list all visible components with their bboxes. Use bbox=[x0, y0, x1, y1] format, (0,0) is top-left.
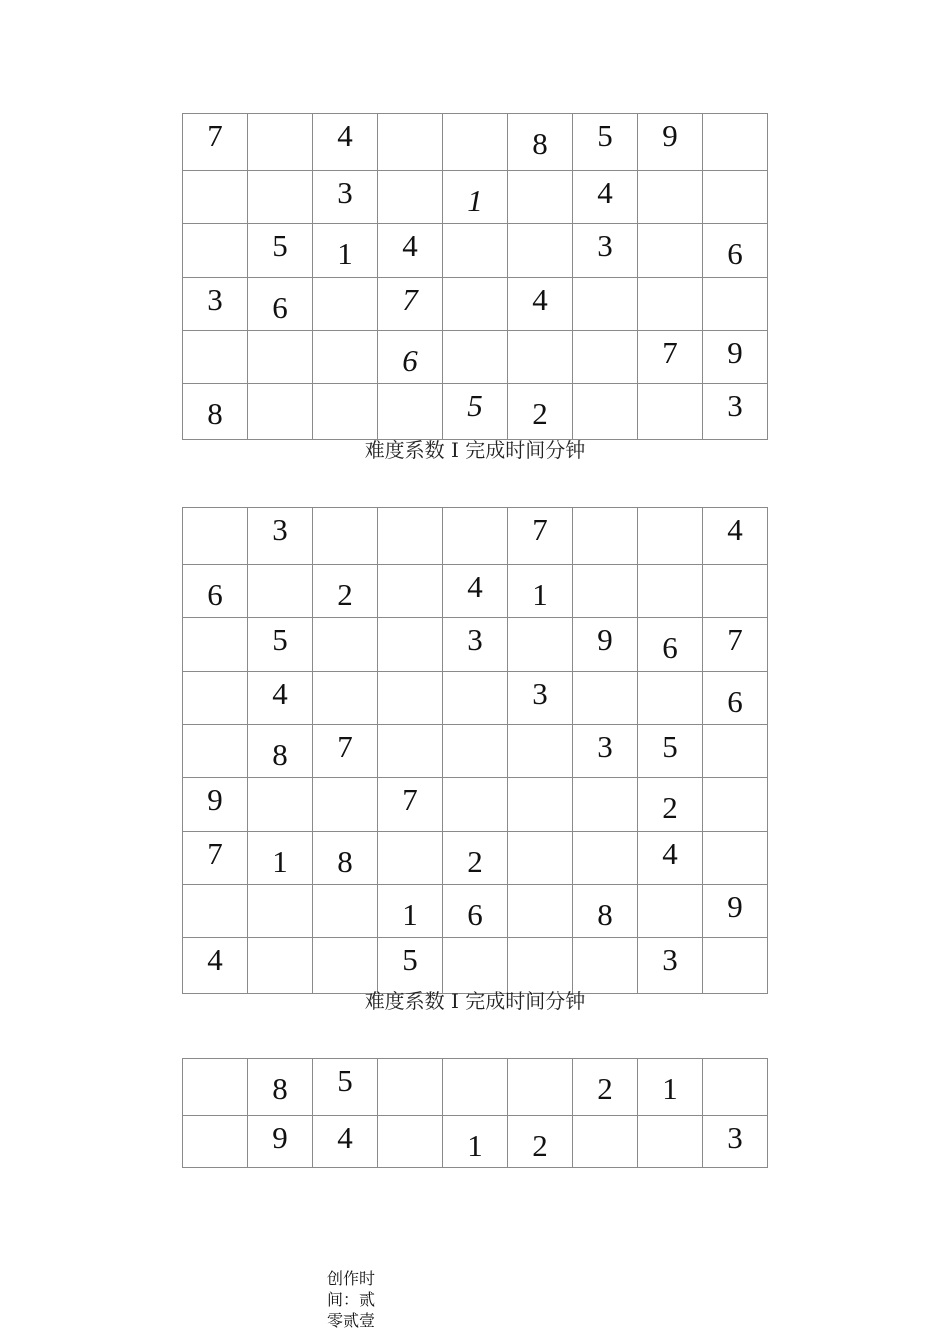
sudoku-cell bbox=[573, 778, 638, 832]
sudoku-cell bbox=[248, 508, 313, 565]
sudoku-cell bbox=[443, 1059, 508, 1116]
cell-digit: 3 bbox=[532, 676, 548, 711]
cell-digit: 9 bbox=[727, 335, 743, 370]
cell-digit: 3 bbox=[207, 282, 223, 317]
sudoku-cell bbox=[443, 885, 508, 938]
sudoku-cell bbox=[508, 224, 573, 278]
sudoku-cell bbox=[703, 725, 768, 778]
cell-digit: 1 bbox=[532, 577, 548, 612]
grid-row bbox=[183, 885, 768, 938]
cell-digit: 4 bbox=[337, 1120, 353, 1155]
sudoku-cell bbox=[378, 778, 443, 832]
cell-digit: 1 bbox=[662, 1071, 678, 1106]
sudoku-cell bbox=[638, 725, 703, 778]
sudoku-cell bbox=[378, 278, 443, 331]
cell-digit: 4 bbox=[207, 942, 223, 977]
sudoku-cell bbox=[183, 508, 248, 565]
sudoku-cell bbox=[638, 331, 703, 384]
sudoku-cell bbox=[183, 778, 248, 832]
sudoku-cell bbox=[378, 832, 443, 885]
cell-digit: 4 bbox=[727, 512, 743, 547]
sudoku-cell bbox=[378, 331, 443, 384]
cell-digit: 6 bbox=[402, 343, 418, 378]
cell-digit: 8 bbox=[272, 737, 288, 772]
sudoku-cell bbox=[183, 384, 248, 440]
cell-digit: 4 bbox=[662, 836, 678, 871]
cell-digit: 2 bbox=[532, 1128, 548, 1163]
puzzle-2-caption: 难度系数 I 完成时间分钟 bbox=[364, 989, 586, 1013]
sudoku-cell bbox=[313, 331, 378, 384]
cell-digit: 4 bbox=[272, 676, 288, 711]
sudoku-cell bbox=[313, 384, 378, 440]
grid-row bbox=[183, 832, 768, 885]
sudoku-cell bbox=[508, 508, 573, 565]
sudoku-cell bbox=[508, 885, 573, 938]
sudoku-cell bbox=[248, 832, 313, 885]
sudoku-cell bbox=[508, 1116, 573, 1168]
sudoku-cell bbox=[183, 171, 248, 224]
sudoku-cell bbox=[378, 618, 443, 672]
cell-digit: 3 bbox=[662, 942, 678, 977]
sudoku-cell bbox=[183, 331, 248, 384]
sudoku-cell bbox=[248, 278, 313, 331]
cell-digit: 2 bbox=[662, 790, 678, 825]
grid-row bbox=[183, 618, 768, 672]
cell-digit: 1 bbox=[467, 1128, 483, 1163]
sudoku-cell bbox=[703, 331, 768, 384]
sudoku-cell bbox=[378, 672, 443, 725]
sudoku-cell bbox=[443, 565, 508, 618]
sudoku-cell bbox=[248, 224, 313, 278]
sudoku-cell bbox=[313, 618, 378, 672]
sudoku-cell bbox=[508, 832, 573, 885]
sudoku-cell bbox=[573, 832, 638, 885]
sudoku-cell bbox=[378, 384, 443, 440]
sudoku-cell bbox=[703, 618, 768, 672]
sudoku-cell bbox=[703, 565, 768, 618]
sudoku-cell bbox=[638, 224, 703, 278]
cell-digit: 9 bbox=[597, 622, 613, 657]
sudoku-cell bbox=[508, 384, 573, 440]
sudoku-cell bbox=[703, 508, 768, 565]
sudoku-cell bbox=[703, 114, 768, 171]
sudoku-cell bbox=[313, 1059, 378, 1116]
sudoku-cell bbox=[313, 278, 378, 331]
sudoku-cell bbox=[573, 565, 638, 618]
cell-digit: 3 bbox=[467, 622, 483, 657]
grid-row bbox=[183, 725, 768, 778]
sudoku-cell bbox=[443, 171, 508, 224]
sudoku-cell bbox=[313, 565, 378, 618]
cell-digit: 3 bbox=[597, 729, 613, 764]
sudoku-cell bbox=[573, 725, 638, 778]
sudoku-cell bbox=[703, 778, 768, 832]
creation-time-note: 创作时间：贰零贰壹 bbox=[327, 1269, 376, 1330]
sudoku-cell bbox=[378, 114, 443, 171]
cell-digit: 8 bbox=[272, 1071, 288, 1106]
sudoku-cell bbox=[248, 331, 313, 384]
grid-row bbox=[183, 1116, 768, 1168]
sudoku-cell bbox=[573, 1059, 638, 1116]
cell-digit: 5 bbox=[597, 118, 613, 153]
sudoku-cell bbox=[443, 672, 508, 725]
sudoku-cell bbox=[248, 672, 313, 725]
cell-digit: 3 bbox=[337, 175, 353, 210]
sudoku-cell bbox=[313, 224, 378, 278]
cell-digit: 2 bbox=[597, 1071, 613, 1106]
grid-row bbox=[183, 508, 768, 565]
cell-digit: 3 bbox=[272, 512, 288, 547]
sudoku-cell bbox=[443, 114, 508, 171]
sudoku-cell bbox=[183, 672, 248, 725]
cell-digit: 6 bbox=[467, 897, 483, 932]
sudoku-cell bbox=[638, 672, 703, 725]
sudoku-cell bbox=[638, 384, 703, 440]
cell-digit: 7 bbox=[662, 335, 678, 370]
sudoku-cell bbox=[443, 384, 508, 440]
sudoku-cell bbox=[508, 1059, 573, 1116]
cell-digit: 3 bbox=[727, 1120, 743, 1155]
sudoku-cell bbox=[703, 171, 768, 224]
cell-digit: 7 bbox=[402, 782, 418, 817]
sudoku-cell bbox=[573, 618, 638, 672]
sudoku-cell bbox=[248, 778, 313, 832]
sudoku-grid-3 bbox=[182, 1058, 768, 1168]
sudoku-cell bbox=[703, 832, 768, 885]
sudoku-cell bbox=[248, 171, 313, 224]
sudoku-cell bbox=[443, 832, 508, 885]
sudoku-cell bbox=[313, 725, 378, 778]
cell-digit: 6 bbox=[272, 290, 288, 325]
sudoku-cell bbox=[508, 672, 573, 725]
sudoku-cell bbox=[638, 278, 703, 331]
grid-row bbox=[183, 278, 768, 331]
sudoku-cell bbox=[378, 1059, 443, 1116]
sudoku-cell bbox=[573, 384, 638, 440]
sudoku-cell bbox=[573, 508, 638, 565]
sudoku-cell bbox=[443, 278, 508, 331]
cell-digit: 3 bbox=[597, 228, 613, 263]
sudoku-cell bbox=[508, 778, 573, 832]
sudoku-cell bbox=[703, 224, 768, 278]
sudoku-cell bbox=[378, 1116, 443, 1168]
sudoku-cell bbox=[248, 1116, 313, 1168]
sudoku-cell bbox=[573, 331, 638, 384]
sudoku-cell bbox=[508, 278, 573, 331]
cell-digit: 7 bbox=[337, 729, 353, 764]
sudoku-cell bbox=[378, 885, 443, 938]
puzzle-1-caption: 难度系数 I 完成时间分钟 bbox=[364, 438, 586, 462]
sudoku-cell bbox=[313, 508, 378, 565]
cell-digit: 4 bbox=[532, 282, 548, 317]
sudoku-cell bbox=[183, 725, 248, 778]
cell-digit: 5 bbox=[272, 228, 288, 263]
sudoku-cell bbox=[508, 618, 573, 672]
sudoku-cell bbox=[638, 778, 703, 832]
cell-digit: 8 bbox=[597, 897, 613, 932]
sudoku-cell bbox=[638, 1116, 703, 1168]
sudoku-cell bbox=[508, 331, 573, 384]
cell-digit: 8 bbox=[337, 844, 353, 879]
grid-row bbox=[183, 565, 768, 618]
cell-digit: 5 bbox=[402, 942, 418, 977]
cell-digit: 1 bbox=[467, 183, 483, 218]
sudoku-cell bbox=[573, 224, 638, 278]
sudoku-cell bbox=[638, 618, 703, 672]
sudoku-cell bbox=[703, 1059, 768, 1116]
cell-digit: 2 bbox=[532, 396, 548, 431]
cell-digit: 9 bbox=[207, 782, 223, 817]
grid-row bbox=[183, 672, 768, 725]
cell-digit: 7 bbox=[402, 282, 418, 317]
sudoku-cell bbox=[638, 565, 703, 618]
sudoku-cell bbox=[703, 384, 768, 440]
sudoku-cell bbox=[638, 508, 703, 565]
grid-row bbox=[183, 384, 768, 440]
sudoku-cell bbox=[183, 1116, 248, 1168]
grid-row bbox=[183, 1059, 768, 1116]
sudoku-cell bbox=[248, 618, 313, 672]
sudoku-cell bbox=[248, 384, 313, 440]
sudoku-cell bbox=[508, 114, 573, 171]
sudoku-cell bbox=[703, 1116, 768, 1168]
grid-row bbox=[183, 778, 768, 832]
sudoku-cell bbox=[443, 725, 508, 778]
sudoku-cell bbox=[248, 885, 313, 938]
sudoku-cell bbox=[183, 832, 248, 885]
cell-digit: 3 bbox=[727, 388, 743, 423]
sudoku-grid-1 bbox=[182, 113, 768, 440]
cell-digit: 1 bbox=[272, 844, 288, 879]
sudoku-cell bbox=[703, 885, 768, 938]
sudoku-cell bbox=[508, 565, 573, 618]
sudoku-cell bbox=[573, 885, 638, 938]
sudoku-cell bbox=[378, 508, 443, 565]
cell-digit: 6 bbox=[207, 577, 223, 612]
cell-digit: 5 bbox=[467, 388, 483, 423]
cell-digit: 2 bbox=[467, 844, 483, 879]
cell-digit: 9 bbox=[727, 889, 743, 924]
sudoku-cell bbox=[573, 171, 638, 224]
cell-digit: 9 bbox=[662, 118, 678, 153]
cell-digit: 7 bbox=[727, 622, 743, 657]
sudoku-cell bbox=[378, 171, 443, 224]
sudoku-cell bbox=[313, 672, 378, 725]
sudoku-cell bbox=[378, 725, 443, 778]
sudoku-cell bbox=[313, 1116, 378, 1168]
cell-digit: 4 bbox=[337, 118, 353, 153]
sudoku-cell bbox=[378, 224, 443, 278]
sudoku-cell bbox=[313, 171, 378, 224]
sudoku-grid-2 bbox=[182, 507, 768, 994]
sudoku-cell bbox=[703, 278, 768, 331]
sudoku-cell bbox=[573, 114, 638, 171]
sudoku-cell bbox=[443, 618, 508, 672]
cell-digit: 2 bbox=[337, 577, 353, 612]
cell-digit: 5 bbox=[662, 729, 678, 764]
sudoku-cell bbox=[443, 331, 508, 384]
sudoku-cell bbox=[638, 1059, 703, 1116]
cell-digit: 4 bbox=[402, 228, 418, 263]
cell-digit: 4 bbox=[597, 175, 613, 210]
cell-digit: 7 bbox=[207, 118, 223, 153]
sudoku-cell bbox=[508, 725, 573, 778]
cell-digit: 5 bbox=[337, 1063, 353, 1098]
sudoku-cell bbox=[248, 1059, 313, 1116]
sudoku-cell bbox=[183, 278, 248, 331]
sudoku-cell bbox=[313, 832, 378, 885]
sudoku-cell bbox=[443, 778, 508, 832]
cell-digit: 6 bbox=[727, 236, 743, 271]
sudoku-cell bbox=[443, 508, 508, 565]
cell-digit: 7 bbox=[532, 512, 548, 547]
sudoku-cell bbox=[508, 171, 573, 224]
cell-digit: 4 bbox=[467, 569, 483, 604]
sudoku-cell bbox=[638, 885, 703, 938]
sudoku-cell bbox=[443, 224, 508, 278]
sudoku-cell bbox=[573, 278, 638, 331]
grid-row bbox=[183, 224, 768, 278]
sudoku-cell bbox=[638, 171, 703, 224]
sudoku-cell bbox=[248, 725, 313, 778]
cell-digit: 6 bbox=[727, 684, 743, 719]
cell-digit: 1 bbox=[402, 897, 418, 932]
sudoku-cell bbox=[248, 114, 313, 171]
sudoku-cell bbox=[183, 1059, 248, 1116]
sudoku-cell bbox=[378, 565, 443, 618]
sudoku-cell bbox=[573, 1116, 638, 1168]
grid-row bbox=[183, 331, 768, 384]
sudoku-cell bbox=[183, 114, 248, 171]
sudoku-cell bbox=[313, 778, 378, 832]
cell-digit: 8 bbox=[207, 396, 223, 431]
cell-digit: 1 bbox=[337, 236, 353, 271]
sudoku-cell bbox=[313, 885, 378, 938]
cell-digit: 5 bbox=[272, 622, 288, 657]
grid-row bbox=[183, 114, 768, 171]
sudoku-cell bbox=[638, 832, 703, 885]
sudoku-cell bbox=[443, 1116, 508, 1168]
sudoku-cell bbox=[183, 565, 248, 618]
sudoku-cell bbox=[313, 114, 378, 171]
sudoku-cell bbox=[248, 565, 313, 618]
sudoku-cell bbox=[703, 672, 768, 725]
cell-digit: 8 bbox=[532, 126, 548, 161]
cell-digit: 9 bbox=[272, 1120, 288, 1155]
sudoku-cell bbox=[183, 885, 248, 938]
sudoku-cell bbox=[183, 618, 248, 672]
sudoku-cell bbox=[183, 224, 248, 278]
cell-digit: 6 bbox=[662, 630, 678, 665]
cell-digit: 7 bbox=[207, 836, 223, 871]
sudoku-cell bbox=[573, 672, 638, 725]
grid-row bbox=[183, 171, 768, 224]
sudoku-cell bbox=[638, 114, 703, 171]
